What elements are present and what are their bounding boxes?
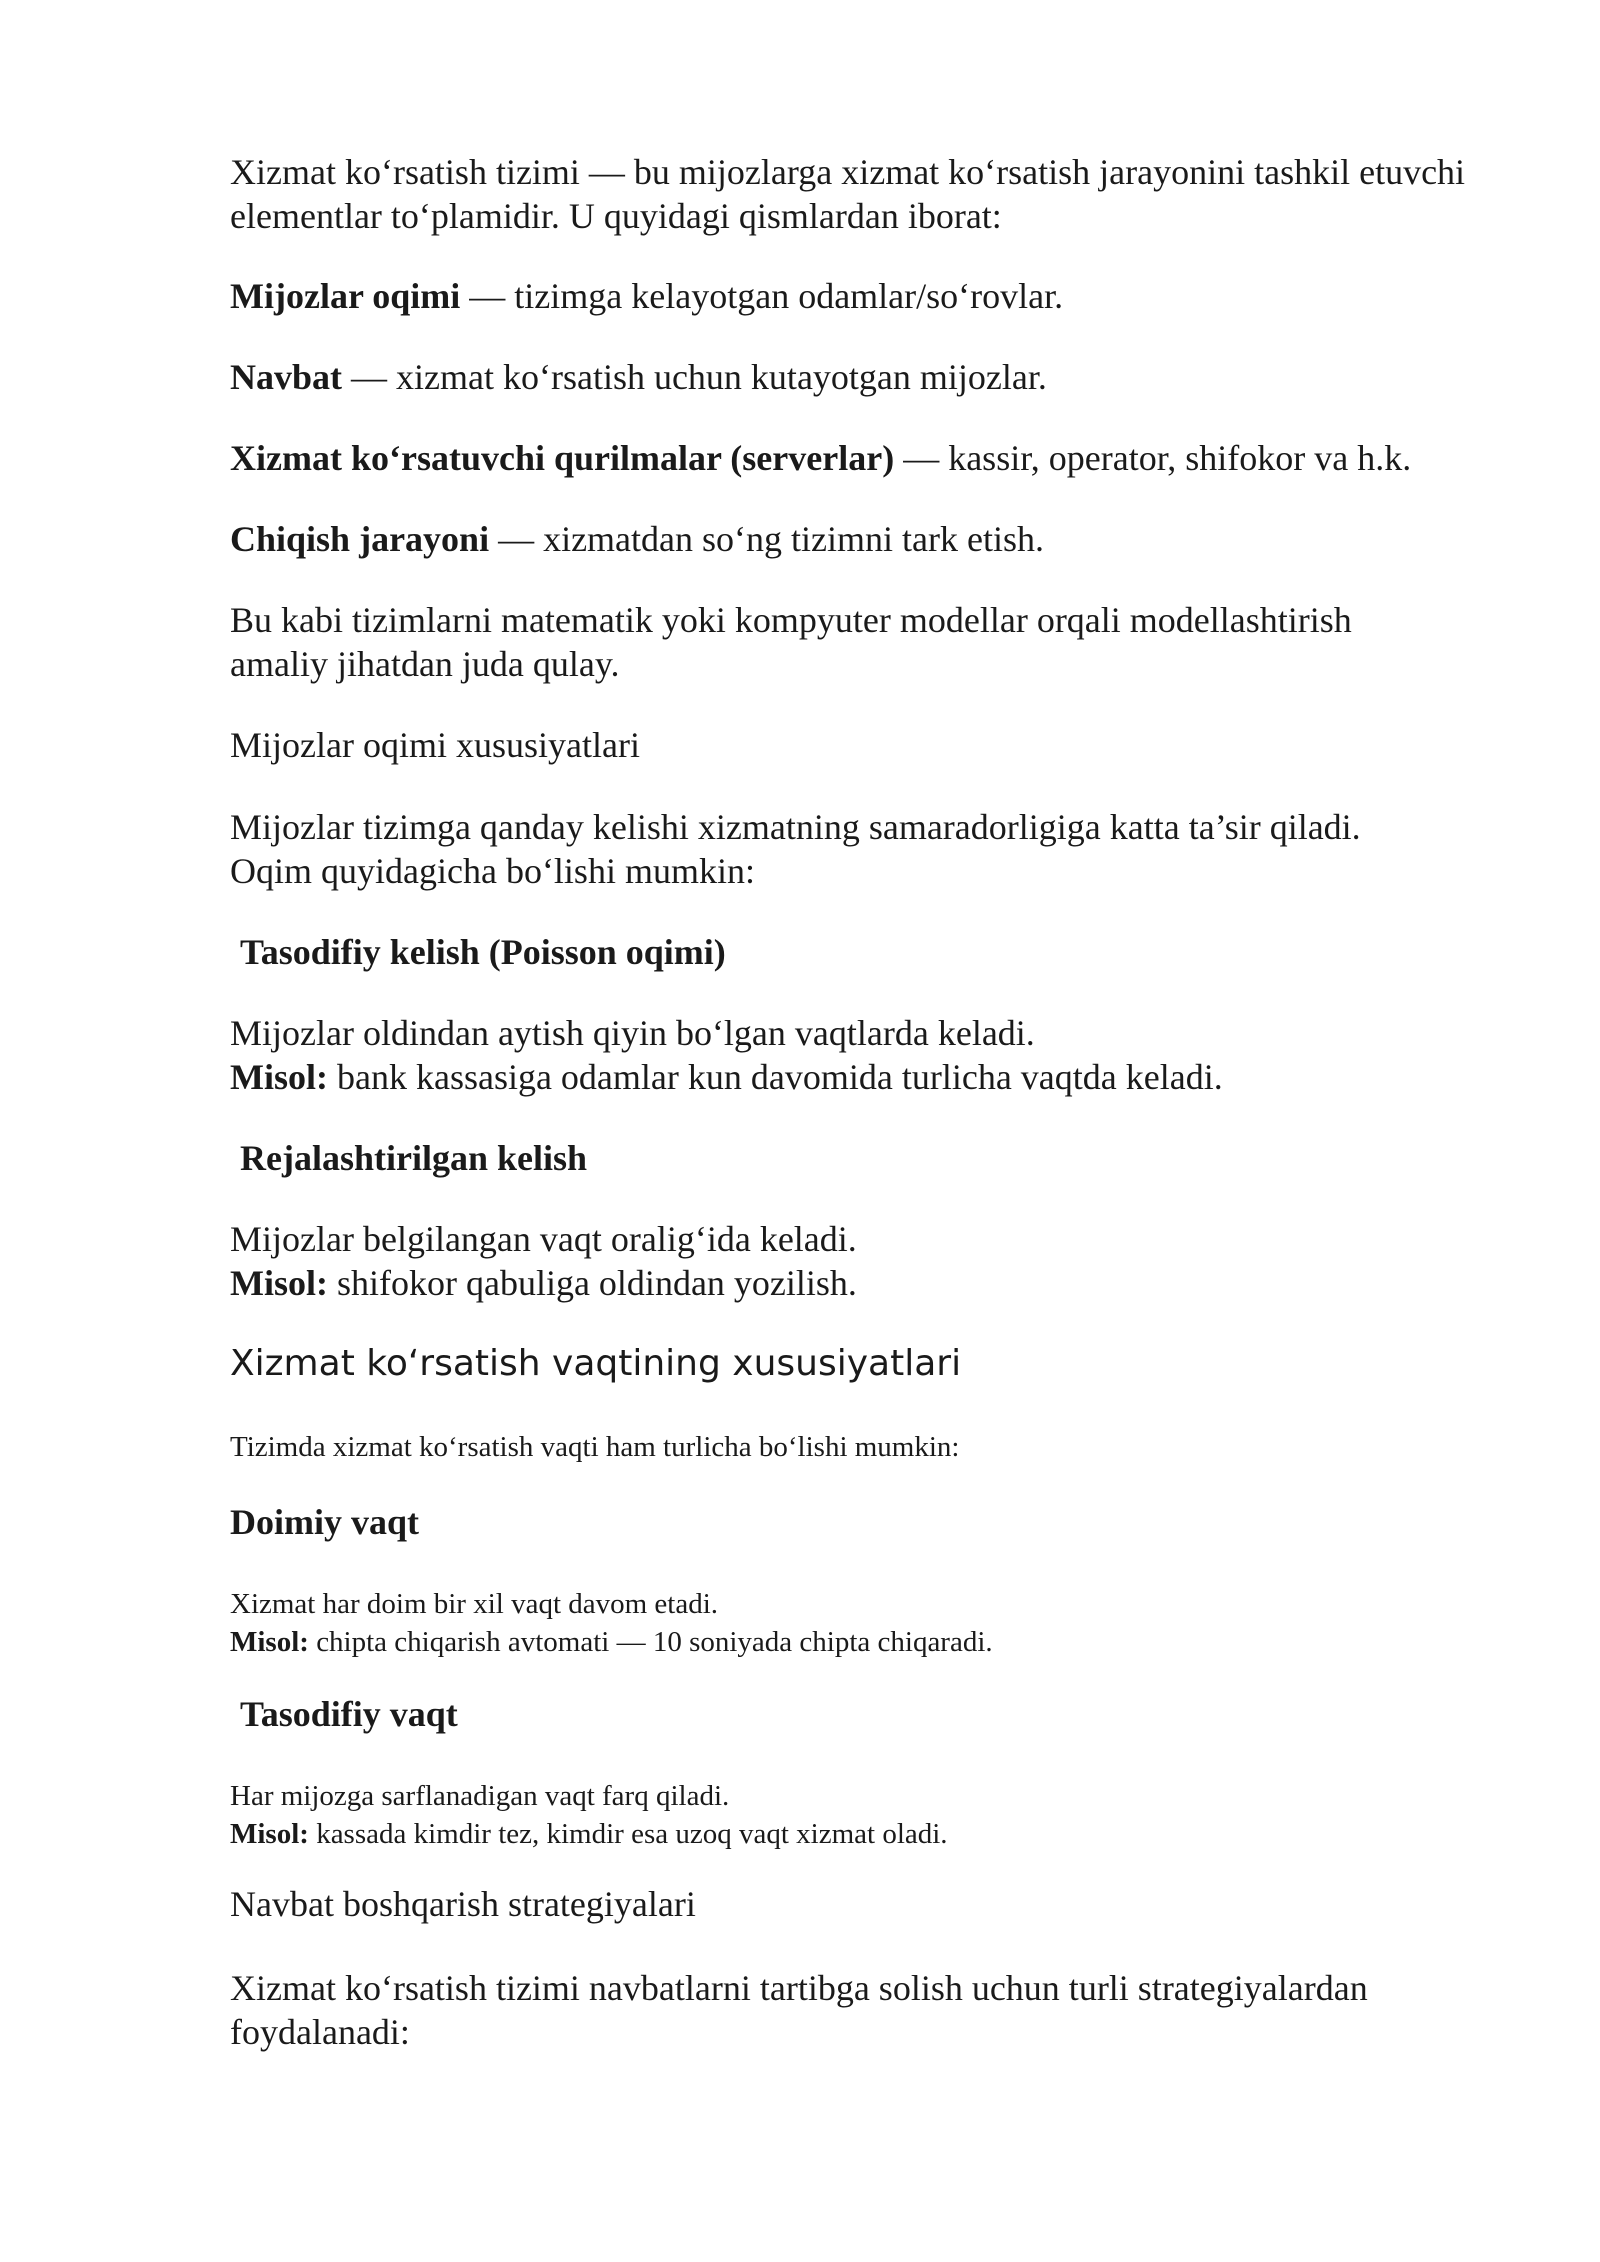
component-navbat xyxy=(230,355,1047,399)
planned-arrival-desc: Mijozlar belgilangan vaqt oralig‘ida keladi. xyxy=(230,1219,857,1259)
random-time-desc: Har mijozga sarflanadigan vaqt farq qiladi. xyxy=(230,1780,730,1812)
component-mijozlar-oqimi xyxy=(230,274,1063,318)
example-label: Misol: xyxy=(230,1626,309,1658)
service-time-intro: Tizimda xizmat ko‘rsatish vaqti ham turlicha bo‘lishi mumkin: xyxy=(230,1431,960,1463)
component-term: Xizmat ko‘rsatuvchi qurilmalar (serverlar) xyxy=(230,438,895,478)
example-text: shifokor qabuliga oldindan yozilish. xyxy=(327,1263,857,1303)
component-term: Mijozlar oqimi xyxy=(230,276,461,316)
flow-line-2: Oqim quyidagicha bo‘lishi mumkin: xyxy=(230,851,755,891)
component-desc: — xizmat ko‘rsatish uchun kutayotgan mijozlar. xyxy=(342,357,1047,397)
intro-paragraph: Xizmat ko‘rsatish tizimi — bu mijozlarga xizmat ko‘rsatish jarayonini tashkil etuvchi elementlar to‘plamidir. U quyidagi qismlardan iborat: xyxy=(230,152,1466,236)
constant-time-example xyxy=(230,1623,993,1661)
planned-arrival-example xyxy=(230,1261,857,1305)
planned-arrival-title: Rejalashtirilgan kelish xyxy=(240,1138,588,1178)
random-time-title: Tasodifiy vaqt xyxy=(240,1694,458,1734)
example-text: bank kassasiga odamlar kun davomida turlicha vaqtda keladi. xyxy=(327,1057,1223,1097)
flow-heading: Mijozlar oqimi xususiyatlari xyxy=(230,725,640,765)
example-label: Misol: xyxy=(230,1818,309,1850)
component-term: Chiqish jarayoni xyxy=(230,519,490,559)
component-desc: — kassir, operator, shifokor va h.k. xyxy=(894,438,1412,478)
random-time-example xyxy=(230,1815,948,1853)
service-time-heading: Xizmat ko‘rsatish vaqtining xususiyatlari xyxy=(230,1343,962,1384)
example-text: chipta chiqarish avtomati — 10 soniyada chipta chiqaradi. xyxy=(308,1626,993,1658)
component-serverlar xyxy=(230,436,1411,480)
queue-line-1: Xizmat ko‘rsatish tizimi navbatlarni tartibga solish uchun turli strategiyalardan xyxy=(230,1968,1368,2008)
flow-line-1: Mijozlar tizimga qanday kelishi xizmatning samaradorligiga katta ta’sir qiladi. xyxy=(230,807,1361,847)
example-label: Misol: xyxy=(230,1057,328,1097)
example-label: Misol: xyxy=(230,1263,328,1303)
component-chiqish xyxy=(230,517,1044,561)
example-text: kassada kimdir tez, kimdir esa uzoq vaqt xizmat oladi. xyxy=(308,1818,948,1850)
random-arrival-example xyxy=(230,1055,1223,1099)
constant-time-title: Doimiy vaqt xyxy=(230,1502,419,1542)
queue-heading: Navbat boshqarish strategiyalari xyxy=(230,1884,696,1924)
modeling-line-2: amaliy jihatdan juda qulay. xyxy=(230,644,620,684)
random-arrival-desc: Mijozlar oldindan aytish qiyin bo‘lgan vaqtlarda keladi. xyxy=(230,1013,1035,1053)
component-term: Navbat xyxy=(230,357,343,397)
component-desc: — tizimga kelayotgan odamlar/so‘rovlar. xyxy=(460,276,1064,316)
modeling-line-1: Bu kabi tizimlarni matematik yoki kompyuter modellar orqali modellashtirish xyxy=(230,600,1352,640)
random-arrival-title: Tasodifiy kelish (Poisson oqimi) xyxy=(240,932,726,972)
queue-line-2: foydalanadi: xyxy=(230,2012,410,2052)
component-desc: — xizmatdan so‘ng tizimni tark etish. xyxy=(489,519,1044,559)
constant-time-desc: Xizmat har doim bir xil vaqt davom etadi. xyxy=(230,1588,719,1620)
